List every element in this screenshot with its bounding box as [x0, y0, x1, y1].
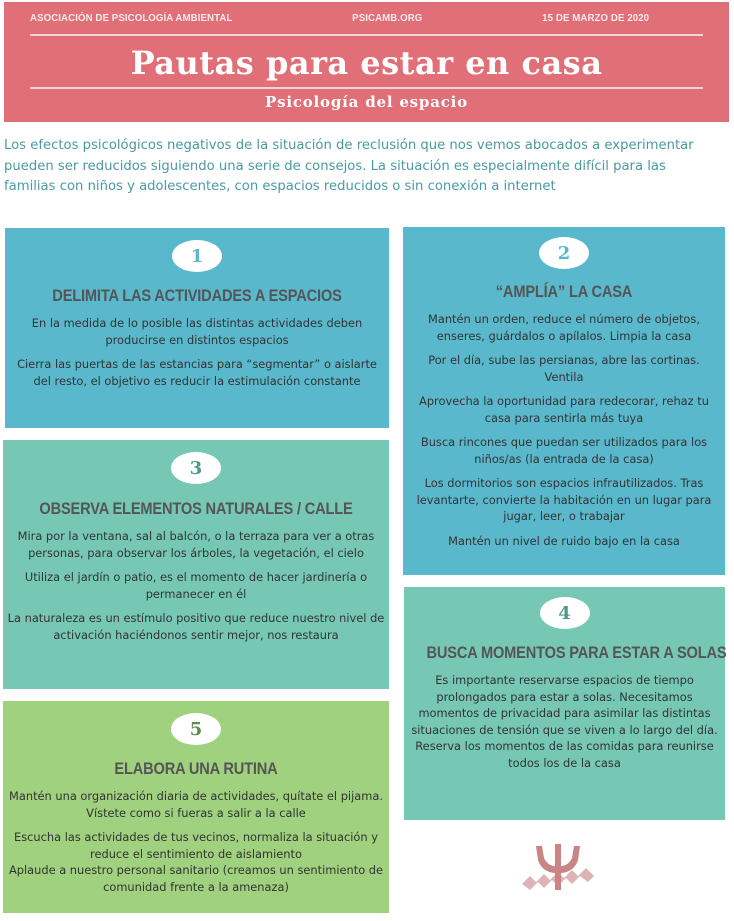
- card-text: Mira por la ventana, sal al balcón, o la terraza para ver a otras personas, para observar los árboles, la vegetación, el cielo: [17, 529, 375, 560]
- card-title: BUSCA MOMENTOS PARA ESTAR A SOLAS: [426, 643, 727, 662]
- card-1: [5, 228, 389, 428]
- divider: [30, 87, 703, 89]
- number-badge: 3: [171, 452, 221, 484]
- header-topline: [30, 12, 649, 28]
- card-text: Mantén una organización diaria de actividades, quítate el pijama. Vístete como si fueras a salir a la calle: [9, 789, 383, 820]
- card-title: “AMPLÍA” LA CASA: [495, 282, 633, 301]
- card-title: DELIMITA LAS ACTIVIDADES A ESPACIOS: [52, 286, 342, 305]
- number-badge: 5: [171, 713, 221, 745]
- card-text: Busca rincones que puedan ser utilizados para los niños/as (la entrada de la casa): [420, 435, 708, 466]
- card-title: OBSERVA ELEMENTOS NATURALES / CALLE: [39, 499, 353, 518]
- intro-paragraph: Los efectos psicológicos negativos de la situación de reclusión que nos vemos abocados a experimentar pueden ser reducidos siguiendo una serie de consejos. La situación es especialmente difícil para las familias con niños y adolescentes, con espacios reducidos o sin conexión a internet: [4, 138, 694, 194]
- number-badge: 4: [540, 597, 590, 629]
- card-text: Aprovecha la oportunidad para redecorar, rehaz tu casa para sentirla más tuya: [419, 394, 709, 425]
- card-text: Mantén un orden, reduce el número de objetos, enseres, guárdalos o apílalos. Limpia la casa: [428, 312, 700, 343]
- card-text: Cierra las puertas de las estancias para “segmentar” o aislarte del resto, el objetivo es reducir la estimulación constante: [17, 357, 377, 388]
- card-5: [3, 701, 389, 913]
- card-text: Es importante reservarse espacios de tiempo prolongados para estar a solas. Necesitamos momentos de privacidad para asimilar las distintas situaciones de tensión que se viven a lo largo del día.: [411, 673, 718, 737]
- number-badge: 2: [539, 237, 589, 269]
- card-text: La naturaleza es un estímulo positivo que reduce nuestro nivel de activación haciéndonos sentir mejor, nos restaura: [7, 611, 385, 642]
- website: PSICAMB.ORG: [352, 12, 423, 24]
- organization-name: ASOCIACIÓN DE PSICOLOGÍA AMBIENTAL: [30, 12, 233, 24]
- header-banner: [4, 2, 729, 122]
- card-text: Escucha las actividades de tus vecinos, normaliza la situación y reduce el sentimiento de aislamiento: [14, 830, 378, 861]
- card-text: Utiliza el jardín o patio, es el momento de hacer jardinería o permanecer en él: [24, 570, 368, 601]
- psi-logo-icon: [522, 840, 608, 896]
- card-3: [3, 440, 389, 689]
- card-text: En la medida de lo posible las distintas actividades deben producirse en distintos espacios: [31, 316, 363, 347]
- page-subtitle: Psicología del espacio: [265, 93, 468, 111]
- card-text: Mantén un nivel de ruido bajo en la casa: [448, 533, 680, 548]
- card-text: Aplaude a nuestro personal sanitario (creamos un sentimiento de comunidad frente a la amenaza): [8, 863, 384, 894]
- page-title: Pautas para estar en casa: [130, 44, 603, 82]
- divider: [30, 34, 703, 36]
- card-text: Reserva los momentos de las comidas para reunirse todos los de la casa: [415, 739, 714, 770]
- card-4: [404, 587, 725, 820]
- card-text: Los dormitorios son espacios infrautilizados. Tras levantarte, convierte la habitación en un lugar para jugar, leer, o trabajar: [416, 476, 712, 523]
- card-2: [403, 227, 725, 575]
- number-badge: 1: [172, 240, 222, 272]
- card-title: ELABORA UNA RUTINA: [114, 759, 278, 778]
- card-text: Por el día, sube las persianas, abre las cortinas. Ventila: [428, 353, 700, 384]
- date: 15 DE MARZO DE 2020: [542, 12, 650, 24]
